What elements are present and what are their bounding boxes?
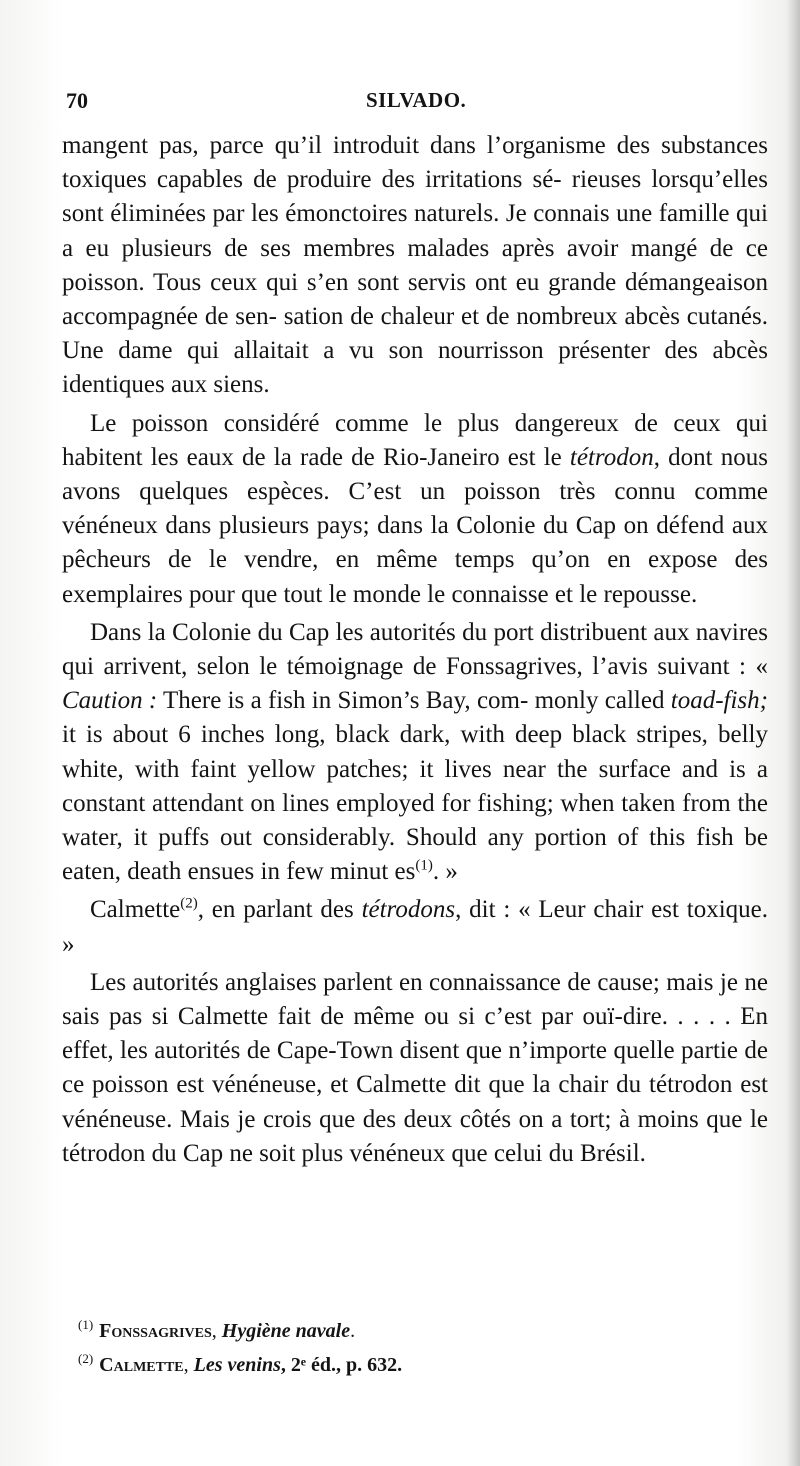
footnote-number: (1) [78, 1317, 94, 1333]
footnote-author: Calmette [99, 1354, 184, 1376]
footnote-separator: , [183, 1354, 194, 1376]
footnote-separator: , [211, 1320, 222, 1342]
paragraph-text: There is a fish in Simon’s Bay, com- monly called [157, 687, 671, 715]
paragraph-text: Dans la Colonie du Cap les autorités du port distribuent aux navires qui arrivent, selon le témoignage de Fonssagrives, l’avis suivant : « [62, 618, 768, 681]
paragraph-text: , dit : « Leur chair est toxique. » [62, 896, 768, 958]
footnote-ref-1: (1) [415, 857, 433, 874]
paragraph-1 [62, 129, 768, 403]
paragraph-5 [62, 966, 768, 1171]
paragraph-4 [62, 893, 768, 961]
footnote-work: Les venins [193, 1354, 281, 1376]
footnote-rest: , 2ᵉ éd., p. 632. [280, 1354, 403, 1376]
footnote-2 [78, 1348, 758, 1382]
running-head: SILVADO. [366, 88, 467, 112]
italic-term: toad-fish; [670, 687, 768, 715]
footnote-author: Fonssagrives [99, 1320, 212, 1342]
footnote-number: (2) [78, 1351, 94, 1367]
paragraph-text: Les autorités anglaises parlent en connaissance de cause; mais je ne sais pas si Calmette fait de même ou si c’est par ouï-dire. . . . . En effet, les autorités de Cape-Town disent que n’importe quelle partie de ce poisson est vénéneuse, et Calmette dit que la chair du tétrodon est vénéneuse. Mais je crois que des deux côtés on a tort; à moins que le tétrodon du Cap ne soit plus vénéneux que celui du Brésil. [62, 968, 768, 1167]
paragraph-text: , en parlant des [197, 896, 362, 924]
page-edge-shadow [786, 0, 800, 1466]
footnote-1 [78, 1314, 758, 1348]
body-text [62, 129, 768, 1171]
paragraph-text: Calmette [90, 896, 181, 924]
footnote-ref-2: (2) [180, 896, 198, 913]
paragraph-text: mangent pas, parce qu’il introduit dans l’organisme des substances toxiques capables de produire des irritations sé- rieuses lorsqu’elles sont éliminées par les émonctoires naturels. Je connais une famille qui a eu plusieurs de ses membres malades après avoir mangé de ce poisson. Tous ceux qui s’en sont servis ont eu grande démangeaison accompagnée de sen- sation de chaleur et de nombreux abcès cutanés. Une dame qui allaitait a vu son nourrisson présenter des abcès identiques aux siens. [62, 132, 768, 399]
paragraph-3 [62, 616, 768, 890]
page-number: 70 [66, 88, 88, 113]
paragraph-text: it is about 6 inches long, black dark, with deep black stripes, belly white, with faint yellow patches; it lives near the surface and is a constant attendant on lines employed for fishing; when taken from the water, it puffs out considerably. Should any portion of this fish be eaten, death ensues in few minut es [62, 721, 768, 886]
page-header [66, 88, 756, 118]
paragraph-text: . » [432, 858, 458, 886]
paragraph-2 [62, 407, 768, 612]
italic-term: Caution : [62, 687, 158, 715]
footnote-rest: . [350, 1320, 356, 1342]
italic-term: tétrodons [361, 896, 456, 924]
footnote-work: Hygiène navale [221, 1320, 351, 1342]
paragraph-text: , dont nous avons quelques espèces. C’est un poisson très connu comme vénéneux dans plusieurs pays; dans la Colonie du Cap on défend aux pêcheurs de le vendre, en même temps qu’on en expose des exemplaires pour que tout le monde le connaisse et le repousse. [62, 443, 768, 608]
footnotes [78, 1314, 758, 1382]
italic-term: tétrodon [569, 443, 654, 471]
paragraph-text: Le poisson considéré comme le plus dangereux de ceux qui habitent les eaux de la rade de Rio-Janeiro est le [62, 409, 768, 471]
